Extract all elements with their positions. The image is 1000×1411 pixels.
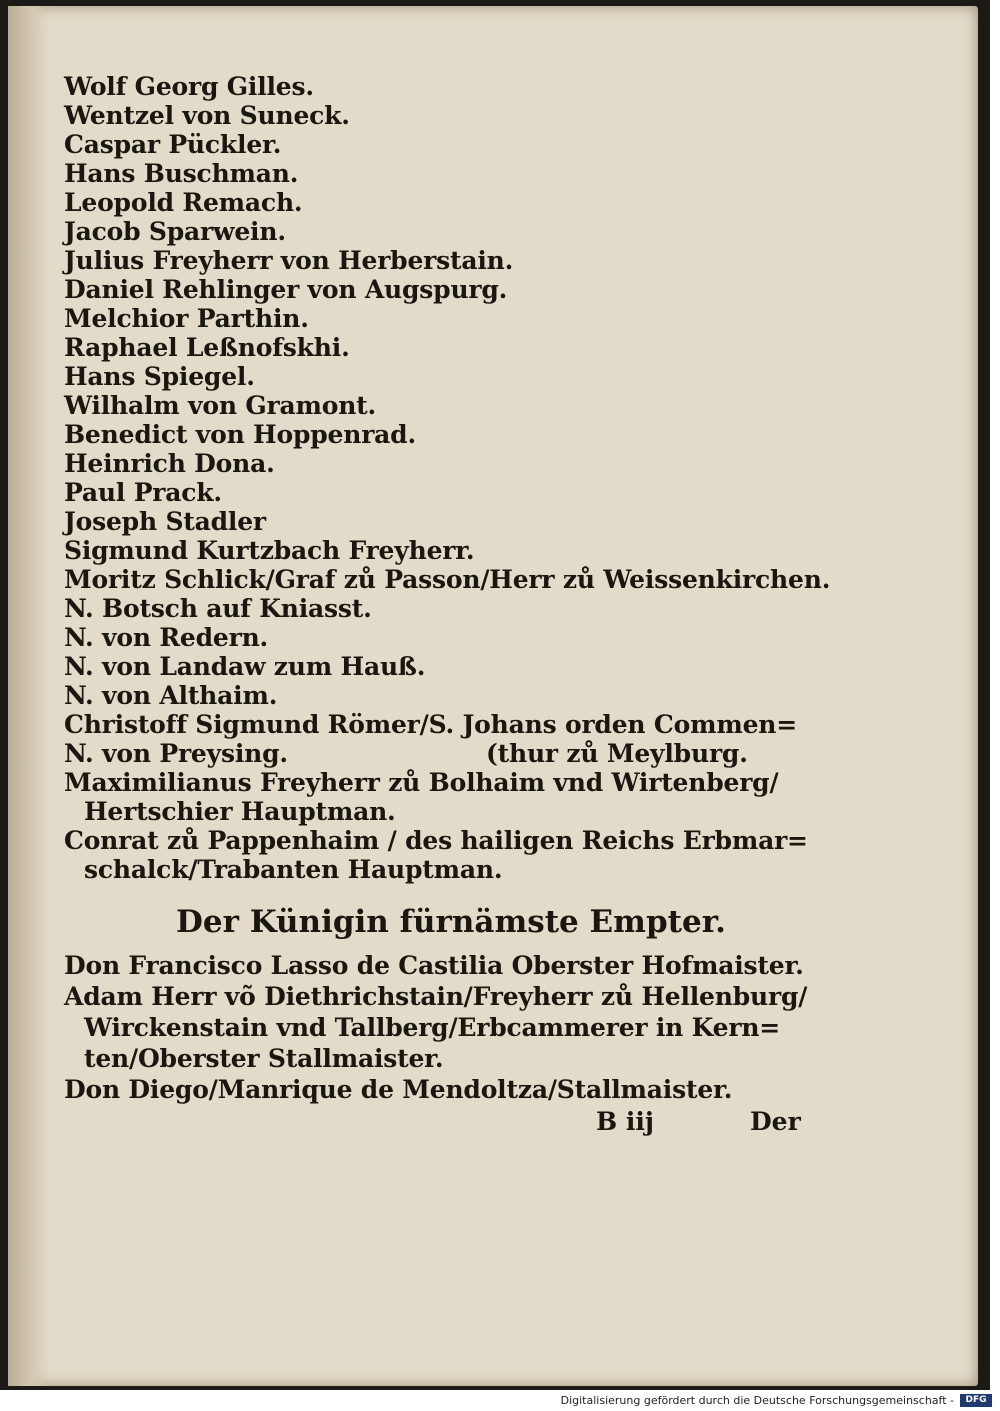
list-entry: Raphael Leßnofskhi. (64, 333, 350, 362)
list-entry: Moritz Schlick/Graf zů Passon/Herr zů Weissenkirchen. (64, 565, 831, 594)
list-entry: Benedict von Hoppenrad. (64, 420, 416, 449)
list-entry: Christoff Sigmund Römer/S. Johans orden Commen= (64, 710, 798, 739)
section-entry: Adam Herr võ Diethrichstain/Freyherr zů Hellenburg/ (64, 982, 808, 1011)
page-foot-line (64, 1105, 824, 1139)
list-entry: Jacob Sparwein. (64, 217, 286, 246)
list-entry: Melchior Parthin. (64, 304, 309, 333)
list-entry: Maximilianus Freyherr zů Bolhaim vnd Wirtenberg/ (64, 768, 779, 797)
page-gutter-shadow (8, 6, 50, 1386)
dfg-logo: DFG (960, 1394, 992, 1407)
section-entry: Don Diego/Manrique de Mendoltza/Stallmaister. (64, 1075, 733, 1104)
list-entry: Caspar Pückler. (64, 130, 282, 159)
section-entry-continued: ten/Oberster Stallmaister. (84, 1044, 444, 1073)
list-entry-text: N. von Preysing. (64, 739, 288, 768)
list-entry: Leopold Remach. (64, 188, 303, 217)
list-entry: Sigmund Kurtzbach Freyherr. (64, 536, 475, 565)
list-entry: Heinrich Dona. (64, 449, 275, 478)
list-entry: N. Botsch auf Kniasst. (64, 594, 372, 623)
list-entry: Wentzel von Suneck. (64, 101, 350, 130)
section-entry-continued: Wirckenstain vnd Tallberg/Erbcammerer in Kern= (84, 1013, 781, 1042)
list-entry-continued: Hertschier Hauptman. (84, 797, 396, 826)
list-entry: Wilhalm von Gramont. (64, 391, 377, 420)
list-entry: Hans Buschman. (64, 159, 299, 188)
list-entry: Joseph Stadler (64, 507, 266, 536)
list-entry: Daniel Rehlinger von Augspurg. (64, 275, 508, 304)
list-entry: Conrat zů Pappenhaim / des hailigen Reichs Erbmar= (64, 826, 808, 855)
section-heading: Der Künigin fürnämste Empter. (176, 904, 726, 940)
list-entry: Julius Freyherr von Herberstain. (64, 246, 514, 275)
list-entry: N. von Landaw zum Hauß. (64, 652, 426, 681)
list-entry: Hans Spiegel. (64, 362, 255, 391)
offices-section (64, 950, 824, 1105)
catchword: Der (750, 1107, 801, 1136)
list-entry: N. von Althaim. (64, 681, 278, 710)
section-entry: Don Francisco Lasso de Castilia Oberster Hofmaister. (64, 951, 804, 980)
list-entry-with-continuation (64, 739, 824, 768)
digitization-footer (0, 1392, 1000, 1411)
list-entry: Wolf Georg Gilles. (64, 72, 314, 101)
continued-line-fragment: (thur zů Meylburg. (486, 739, 748, 768)
signature-mark: B iij (596, 1107, 654, 1136)
list-entry-continued: schalck/Trabanten Hauptman. (84, 855, 503, 884)
list-entry: N. von Redern. (64, 623, 269, 652)
page-text (64, 72, 831, 1139)
list-entry: Paul Prack. (64, 478, 222, 507)
funding-note: Digitalisierung gefördert durch die Deutsche Forschungsgemeinschaft - (560, 1394, 954, 1407)
